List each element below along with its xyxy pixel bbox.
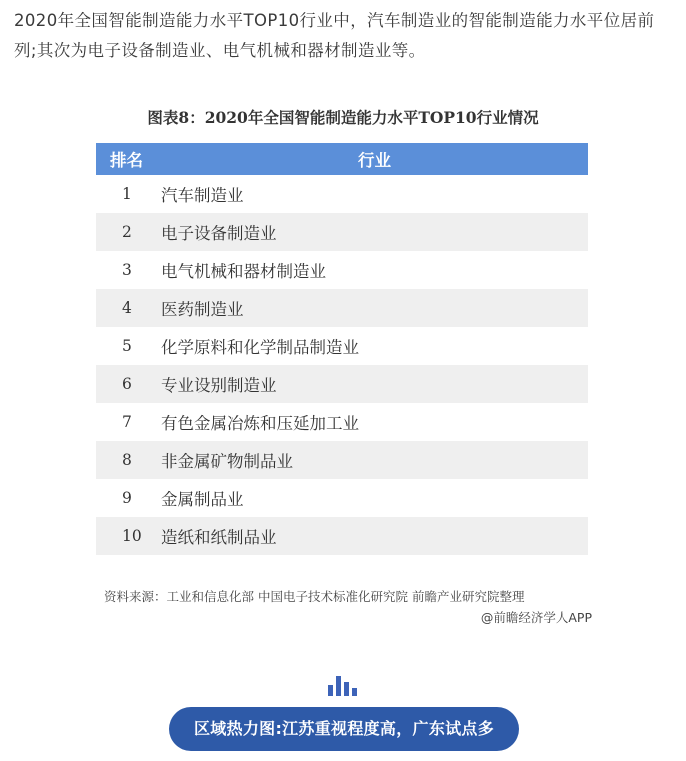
source-note: 资料来源：工业和信息化部 中国电子技术标准化研究院 前瞻产业研究院整理	[104, 589, 525, 604]
industry-cell: 电气机械和器材制造业	[161, 251, 588, 289]
industry-cell: 金属制品业	[161, 479, 588, 517]
credit-note: @前瞻经济学人APP	[480, 610, 592, 625]
table-row	[96, 327, 588, 365]
industry-cell: 电子设备制造业	[161, 213, 588, 251]
table-row	[96, 441, 588, 479]
table-row	[96, 251, 588, 289]
industry-cell: 非金属矿物制品业	[161, 441, 588, 479]
table-row	[96, 289, 588, 327]
rank-cell: 7	[96, 403, 161, 441]
table-row	[96, 175, 588, 213]
industry-cell: 有色金属冶炼和压延加工业	[161, 403, 588, 441]
table-row	[96, 213, 588, 251]
table-header-row	[96, 143, 588, 175]
header-industry: 行业	[161, 143, 588, 175]
industry-cell: 专业设别制造业	[161, 365, 588, 403]
rank-cell: 4	[96, 289, 161, 327]
rank-cell: 8	[96, 441, 161, 479]
table-row	[96, 365, 588, 403]
rank-cell: 1	[96, 175, 161, 213]
rank-cell: 5	[96, 327, 161, 365]
rank-cell: 10	[96, 517, 161, 555]
rank-cell: 6	[96, 365, 161, 403]
rank-cell: 2	[96, 213, 161, 251]
related-article-button[interactable]: 区域热力图:江苏重视程度高，广东试点多	[169, 707, 519, 751]
industry-cell: 汽车制造业	[161, 175, 588, 213]
header-rank: 排名	[96, 143, 161, 175]
industry-cell: 造纸和纸制品业	[161, 517, 588, 555]
figure-title: 图表8：2020年全国智能制造能力水平TOP10行业情况	[147, 108, 539, 127]
rank-cell: 3	[96, 251, 161, 289]
rank-cell: 9	[96, 479, 161, 517]
industry-cell: 化学原料和化学制品制造业	[161, 327, 588, 365]
table-row	[96, 403, 588, 441]
industry-cell: 医药制造业	[161, 289, 588, 327]
table-row	[96, 479, 588, 517]
ranking-table	[96, 143, 588, 555]
bar-chart-icon	[326, 676, 358, 696]
intro-paragraph: 2020年全国智能制造能力水平TOP10行业中，汽车制造业的智能制造能力水平位居前列;其次为电子设备制造业、电气机械和器材制造业等。	[14, 11, 655, 60]
table-row	[96, 517, 588, 555]
